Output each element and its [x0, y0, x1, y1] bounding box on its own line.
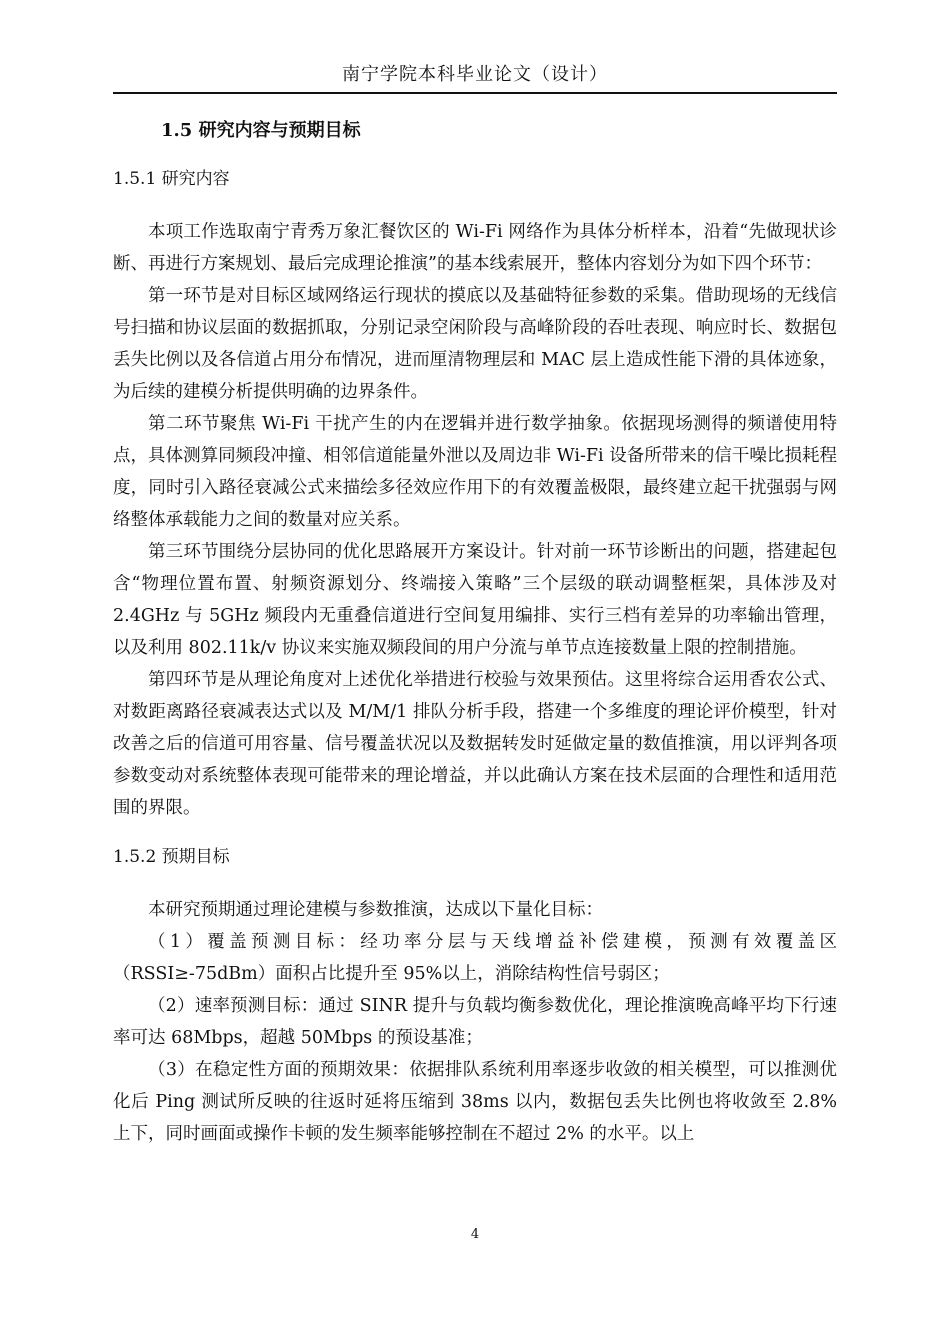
expected-goals-body	[113, 894, 837, 1150]
goal-item-rate: （2）速率预测目标：通过 SINR 提升与负载均衡参数优化，理论推演晚高峰平均下行速率可达 68Mbps，超越 50Mbps 的预设基准；	[113, 996, 837, 1048]
paragraph: 本研究预期通过理论建模与参数推演，达成以下量化目标：	[148, 900, 603, 920]
paragraph: 本项工作选取南宁青秀万象汇餐饮区的 Wi-Fi 网络作为具体分析样本，沿着“先做现状诊断、再进行方案规划、最后完成理论推演”的基本线索展开，整体内容划分为如下四个环节：	[113, 222, 837, 274]
paragraph: 第三环节围绕分层协同的优化思路展开方案设计。针对前一环节诊断出的问题，搭建起包含“物理位置布置、射频资源划分、终端接入策略”三个层级的联动调整框架，具体涉及对 2.4GHz 与 5GHz 频段内无重叠信道进行空间复用编排、实行三档有差异的功率输出管理，以及利用 802.11k/v 协议来实施双频段间的用户分流与单节点连接数量上限的控制措施。	[113, 542, 837, 658]
goal-item-stability: （3）在稳定性方面的预期效果：依据排队系统利用率逐步收敛的相关模型，可以推测优化后 Ping 测试所反映的往返时延将压缩到 38ms 以内，数据包丢失比例也将收敛至 2.8% 上下，同时画面或操作卡顿的发生频率能够控制在不超过 2% 的水平。以上	[113, 1060, 837, 1144]
page-body	[113, 100, 837, 1150]
page-number: 4	[470, 1227, 480, 1242]
goal-item-coverage: （1）覆盖预测目标：经功率分层与天线增益补偿建模，预测有效覆盖区（RSSI≥-75dBm）面积占比提升至 95%以上，消除结构性信号弱区；	[113, 932, 837, 984]
research-content-body	[113, 216, 837, 824]
running-header: 南宁学院本科毕业论文（设计）	[342, 64, 608, 85]
subsection-heading-research-content: 1.5.1 研究内容	[113, 169, 230, 189]
header-rule	[113, 92, 837, 94]
paragraph: 第一环节是对目标区域网络运行现状的摸底以及基础特征参数的采集。借助现场的无线信号扫描和协议层面的数据抓取，分别记录空闲阶段与高峰阶段的吞吐表现、响应时长、数据包丢失比例以及各信道占用分布情况，进而厘清物理层和 MAC 层上造成性能下滑的具体迹象，为后续的建模分析提供明确的边界条件。	[113, 286, 837, 402]
section-heading: 1.5 研究内容与预期目标	[161, 120, 361, 141]
paragraph: 第四环节是从理论角度对上述优化举措进行校验与效果预估。这里将综合运用香农公式、对数距离路径衰减表达式以及 M/M/1 排队分析手段，搭建一个多维度的理论评价模型，针对改善之后的信道可用容量、信号覆盖状况以及数据转发时延做定量的数值推演，用以评判各项参数变动对系统整体表现可能带来的理论增益，并以此确认方案在技术层面的合理性和适用范围的界限。	[113, 670, 837, 818]
subsection-heading-expected-goals: 1.5.2 预期目标	[113, 847, 230, 867]
paragraph: 第二环节聚焦 Wi-Fi 干扰产生的内在逻辑并进行数学抽象。依据现场测得的频谱使用特点，具体测算同频段冲撞、相邻信道能量外泄以及周边非 Wi-Fi 设备所带来的信干噪比损耗程度，同时引入路径衰减公式来描绘多径效应作用下的有效覆盖极限，最终建立起干扰强弱与网络整体承载能力之间的数量对应关系。	[113, 414, 837, 530]
